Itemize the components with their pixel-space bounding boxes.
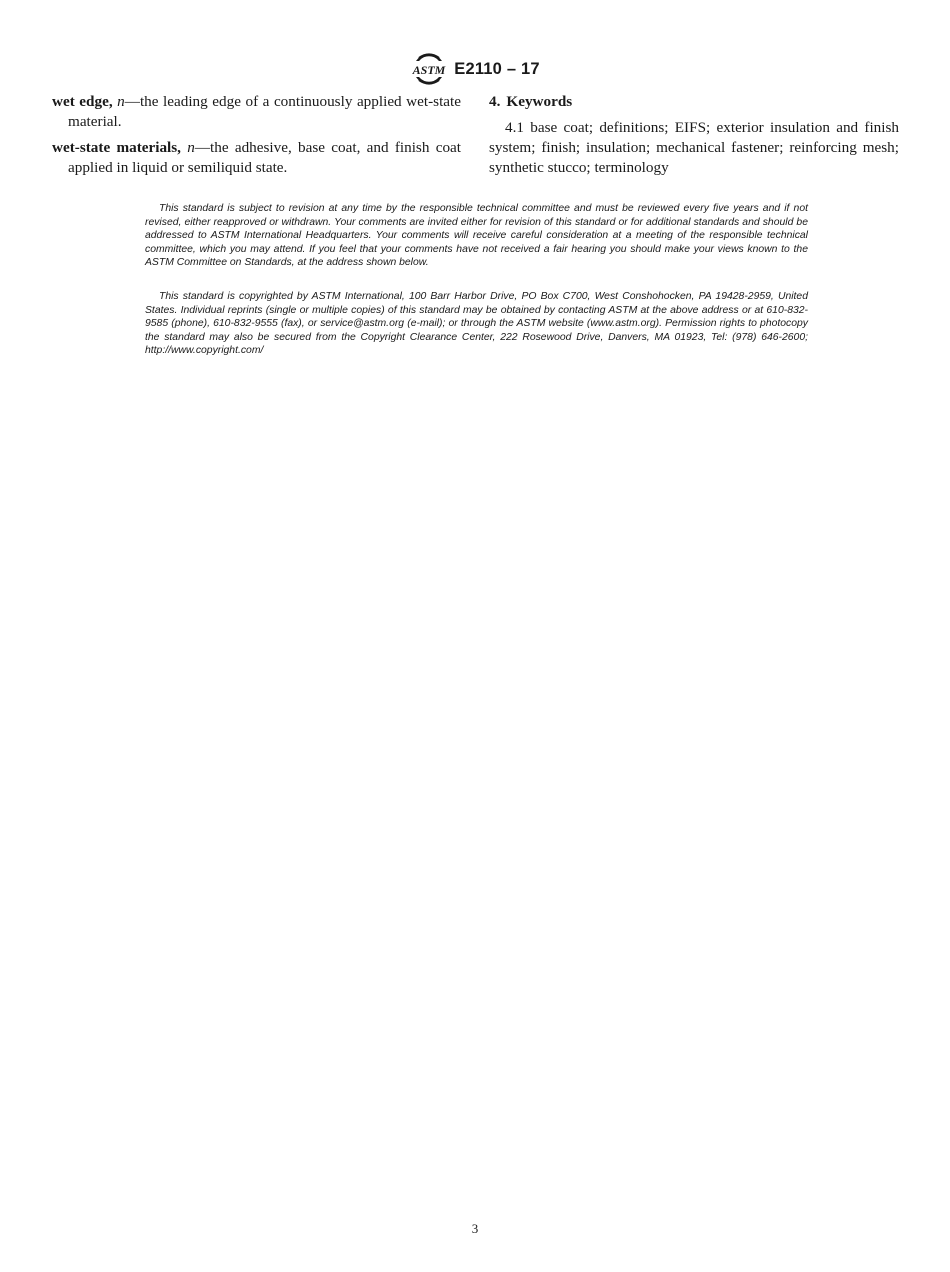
definition-term: wet edge, <box>52 93 113 110</box>
page-header <box>0 52 950 86</box>
definition-entry <box>52 138 461 178</box>
keywords-paragraph: 4.1 base coat; definitions; EIFS; exterior insulation and finish system; finish; insulation; mechanical fastener; reinforcing mesh; synthetic stucco; terminology <box>489 119 899 176</box>
copyright-notice: This standard is copyrighted by ASTM International, 100 Barr Harbor Drive, PO Box C700, West Conshohocken, PA 19428-2959, United States. Individual reprints (single or multiple copies) of this standard may be obtained by contacting ASTM at the above address or at 610-832-9585 (phone), 610-832-9555 (fax), or service@astm.org (e-mail); or through the ASTM website (www.astm.org). Permission rights to photocopy the standard may also be secured from the Copyright Clearance Center, 222 Rosewood Drive, Danvers, MA 01923, Tel: (978) 646-2600; http://www.copyright.com/ <box>145 291 808 357</box>
right-column <box>489 92 899 178</box>
definition-text: —the adhesive, base coat, and finish coat applied in liquid or semiliquid state. <box>68 139 461 176</box>
section-title: Keywords <box>506 93 573 110</box>
part-of-speech: n <box>187 139 195 156</box>
page-number: 3 <box>471 1221 479 1236</box>
definition-term: wet-state materials, <box>52 139 181 156</box>
revision-notice: This standard is subject to revision at any time by the responsible technical committee and must be reviewed every five years and if not revised, either reapproved or withdrawn. Your comments are invited either for revision of this standard or for additional standards and should be addressed to ASTM International Headquarters. Your comments will receive careful consideration at a meeting of the responsible technical committee, which you may attend. If you feel that your comments have not received a fair hearing you should make your views known to the ASTM Committee on Standards, at the address shown below. <box>145 203 808 269</box>
svg-text:ASTM: ASTM <box>412 63 446 77</box>
part-of-speech: n <box>117 93 125 110</box>
section-heading <box>489 92 899 112</box>
definition-entry <box>52 92 461 132</box>
definition-text: —the leading edge of a continuously applied wet-state material. <box>68 93 462 130</box>
astm-logo-icon <box>410 52 448 86</box>
standard-designation: E2110 – 17 <box>454 59 540 78</box>
section-number: 4. <box>489 93 501 110</box>
left-column <box>52 92 461 184</box>
